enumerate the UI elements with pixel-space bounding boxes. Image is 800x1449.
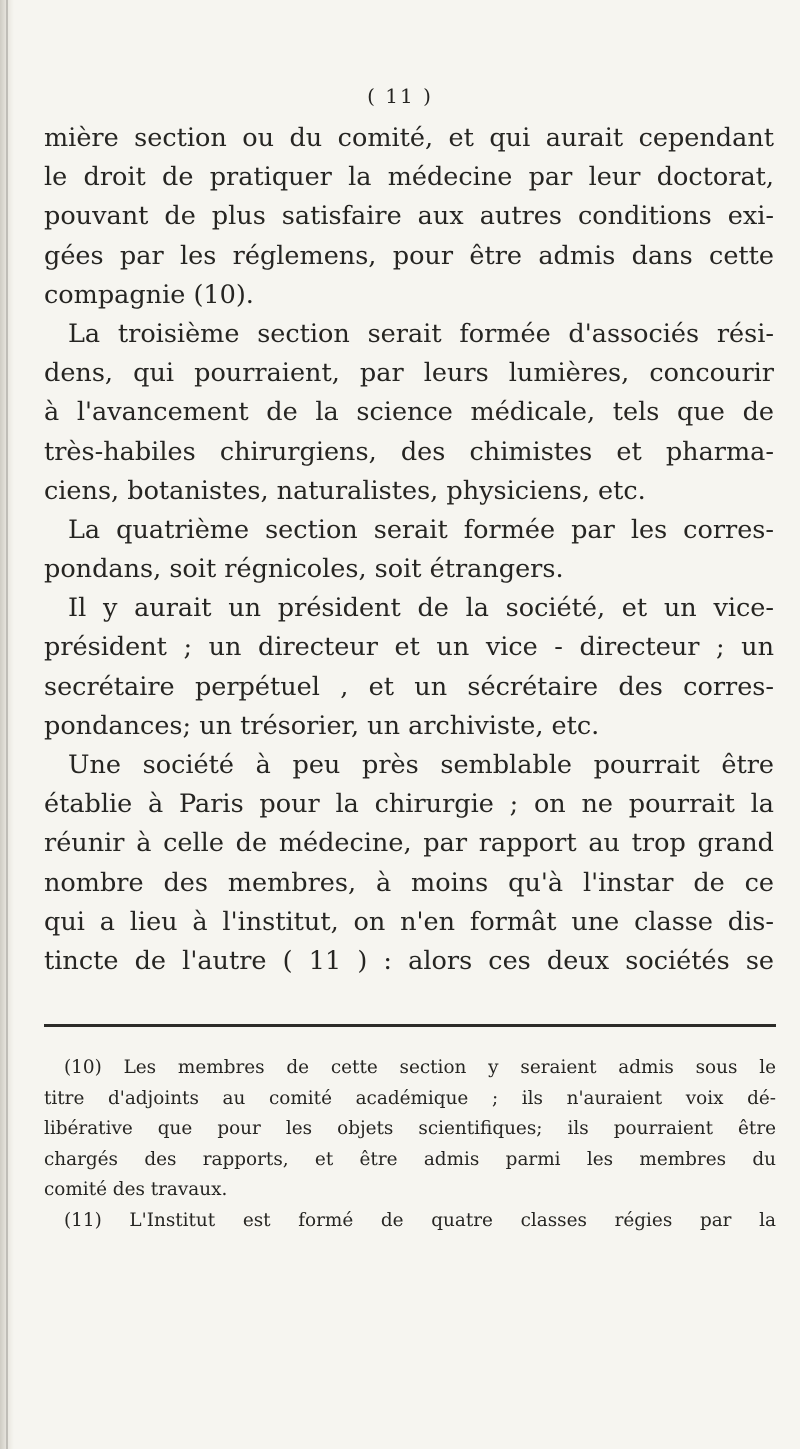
text-line: très-habiles chirurgiens, des chimistes et pharma- [44,436,774,467]
text-line: mière section ou du comité, et qui aurait cependant [44,123,774,153]
text-line: dens, qui pourraient, par leurs lumières, concourir [44,358,774,389]
footnote-line: (10) Les membres de cette section y seraient admis sous le [64,1057,776,1078]
text-line: à l'avancement de la science médicale, tels que de [44,397,774,428]
text-line: qui a lieu à l'institut, on n'en formât une classe dis- [44,906,774,937]
footnote-line: libérative que pour les objets scientifiques; ils pourraient être [44,1118,776,1140]
text-line: établie à Paris pour la chirurgie ; on ne pourrait la [44,789,774,820]
text-line: La troisième section serait formée d'associés rési- [68,318,774,349]
text-line: président ; un directeur et un vice - directeur ; un [44,632,774,663]
text-line: Il y aurait un président de la société, et un vice- [68,593,774,624]
page-number: ( 11 ) [367,84,433,108]
text-line: nombre des membres, à moins qu'à l'instar de ce [44,867,774,898]
footnote-line: titre d'adjoints au comité académique ; ils n'auraient voix dé- [44,1087,776,1109]
text-line: réunir à celle de médecine, par rapport au trop grand [44,828,774,859]
footnote-separator [44,1024,776,1027]
text-line: le droit de pratiquer la médecine par leur doctorat, [44,162,774,193]
footnote-line: (11) L'Institut est formé de quatre classes régies par la [64,1209,776,1231]
footnote-line: chargés des rapports, et être admis parmi les membres du [44,1148,776,1170]
text-line: secrétaire perpétuel , et un sécrétaire des corres- [44,671,774,702]
text-line: gées par les réglemens, pour être admis dans cette [44,240,774,271]
text-line: tincte de l'autre ( 11 ) : alors ces deux sociétés se [44,945,774,976]
main-text [44,119,774,981]
text-line: pondances; un trésorier, un archiviste, etc. [44,710,600,741]
text-line: pondans, soit régnicoles, soit étrangers. [44,554,564,585]
text-line: ciens, botanistes, naturalistes, physiciens, etc. [44,475,646,506]
text-line: La quatrième section serait formée par les corres- [68,514,774,545]
footnote-line: comité des travaux. [44,1179,228,1201]
text-line: Une société à peu près semblable pourrait être [68,750,774,780]
text-line: compagnie (10). [44,279,254,310]
footnotes [44,1053,776,1237]
text-line: pouvant de plus satisfaire aux autres conditions exi- [44,201,774,232]
binding-edge [6,0,8,1449]
